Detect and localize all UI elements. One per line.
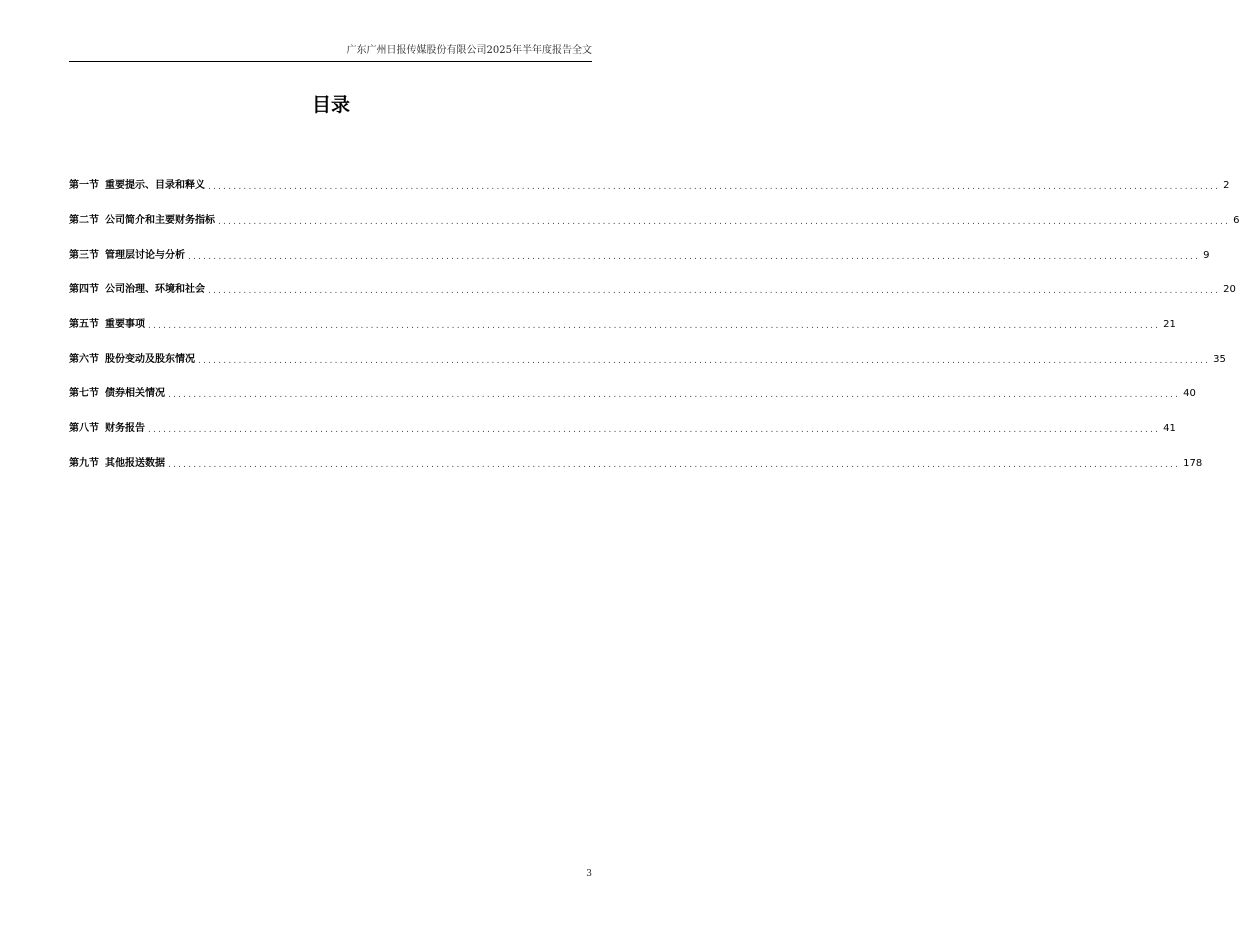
toc-leader-dots: ........................................................................................................................................................................................................ (168, 390, 1181, 401)
toc-name: 公司治理、环境和社会 (105, 284, 205, 296)
toc-leader-dots: ........................................................................................................................................................................................................ (148, 321, 1161, 332)
header-divider (69, 61, 592, 62)
toc-leader-dots: ........................................................................................................................................................................................................ (218, 217, 1231, 228)
toc-label (69, 282, 205, 298)
toc-page-number: 6 (1233, 215, 1240, 227)
toc-section: 第五节 (69, 319, 99, 331)
toc-label (69, 213, 215, 229)
toc-name: 管理层讨论与分析 (105, 249, 185, 261)
footer-page-number: 3 (586, 869, 592, 879)
toc-leader-dots: ........................................................................................................................................................................................................ (208, 182, 1221, 193)
toc-section: 第八节 (69, 423, 99, 435)
toc-entry[interactable] (69, 412, 1176, 447)
toc-name: 债券相关情况 (105, 388, 165, 400)
toc-entry[interactable] (69, 447, 1203, 482)
toc-entry[interactable] (69, 377, 1196, 412)
toc-section: 第六节 (69, 353, 99, 365)
toc-section: 第二节 (69, 215, 99, 227)
toc-name: 财务报告 (105, 423, 145, 435)
toc-label (69, 178, 205, 194)
toc-entry[interactable] (69, 238, 1210, 273)
toc-section: 第一节 (69, 180, 99, 192)
toc-name: 重要提示、目录和释义 (105, 180, 205, 192)
toc-label (69, 248, 185, 264)
toc-page-number: 21 (1163, 319, 1176, 331)
toc-page-number: 2 (1223, 180, 1230, 192)
toc-entry[interactable] (69, 273, 1236, 308)
toc-section: 第四节 (69, 284, 99, 296)
toc-leader-dots: ........................................................................................................................................................................................................ (208, 286, 1221, 297)
toc-leader-dots: ........................................................................................................................................................................................................ (168, 459, 1181, 470)
toc-section: 第七节 (69, 388, 99, 400)
toc-entry[interactable] (69, 308, 1176, 343)
toc-page-number: 20 (1223, 284, 1236, 296)
toc-entry[interactable] (69, 204, 1240, 239)
toc-page-number: 178 (1183, 457, 1203, 469)
toc-leader-dots: ........................................................................................................................................................................................................ (188, 251, 1201, 262)
toc-name: 重要事项 (105, 319, 145, 331)
toc-entry[interactable] (69, 169, 1230, 204)
toc-page-number: 41 (1163, 423, 1176, 435)
page-header: 广东广州日报传媒股份有限公司2025年半年度报告全文 (346, 45, 592, 56)
toc-label (69, 421, 145, 437)
toc-page-number: 35 (1213, 353, 1226, 365)
toc-name: 公司简介和主要财务指标 (105, 215, 215, 227)
toc-label (69, 456, 165, 472)
toc-entry[interactable] (69, 342, 1226, 377)
toc-leader-dots: ........................................................................................................................................................................................................ (198, 355, 1211, 366)
page-title: 目录 (311, 94, 350, 116)
toc-leader-dots: ........................................................................................................................................................................................................ (148, 425, 1161, 436)
toc-section: 第三节 (69, 249, 99, 261)
toc-page-number: 40 (1183, 388, 1196, 400)
toc-label (69, 386, 165, 402)
toc-label (69, 352, 195, 368)
table-of-contents (69, 169, 1240, 481)
toc-section: 第九节 (69, 457, 99, 469)
toc-name: 股份变动及股东情况 (105, 353, 195, 365)
toc-name: 其他报送数据 (105, 457, 165, 469)
toc-page-number: 9 (1203, 249, 1210, 261)
toc-label (69, 317, 145, 333)
